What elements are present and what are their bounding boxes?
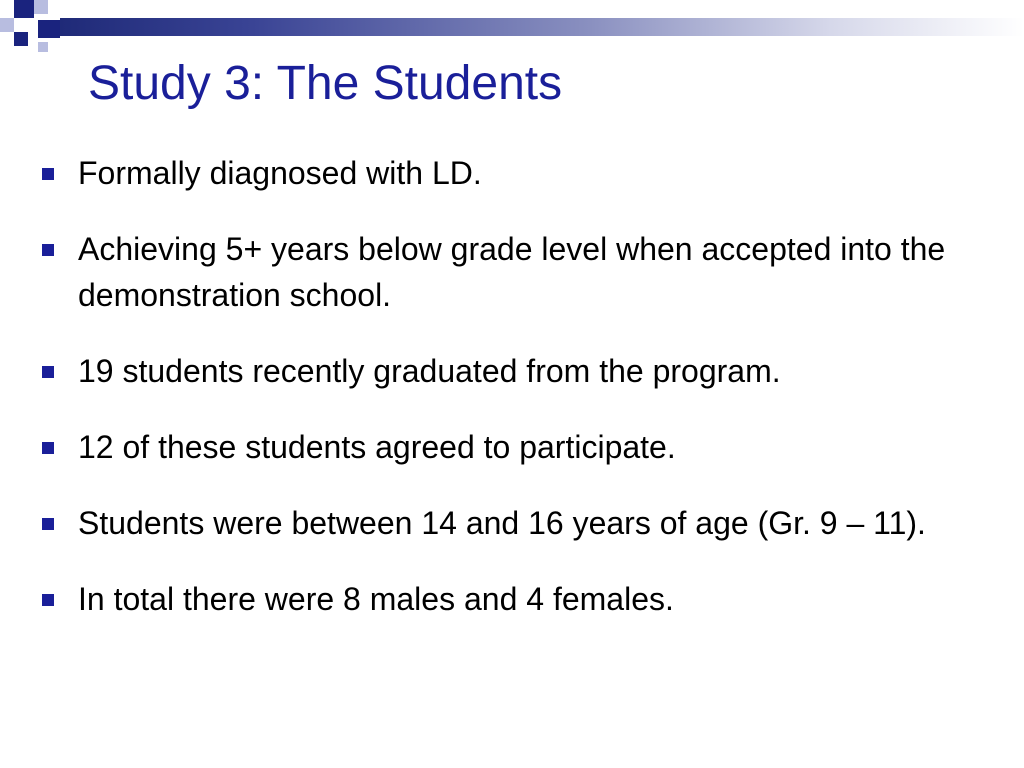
- bullet-item: [40, 576, 980, 622]
- decor-square: [14, 0, 34, 18]
- decor-square: [38, 42, 48, 52]
- square-bullet-icon: [42, 594, 54, 606]
- bullet-item: [40, 226, 980, 318]
- bullet-text: Achieving 5+ years below grade level when accepted into the demonstration school.: [78, 231, 946, 313]
- bullet-text: Students were between 14 and 16 years of age (Gr. 9 – 11).: [78, 505, 926, 541]
- square-bullet-icon: [42, 366, 54, 378]
- decor-square: [34, 0, 48, 14]
- bullet-text: Formally diagnosed with LD.: [78, 155, 482, 191]
- bullet-text: In total there were 8 males and 4 females.: [78, 581, 674, 617]
- square-bullet-icon: [42, 244, 54, 256]
- square-bullet-icon: [42, 168, 54, 180]
- decor-square: [38, 20, 60, 38]
- decor-square: [0, 18, 14, 32]
- bullet-item: [40, 424, 980, 470]
- bullet-item: [40, 500, 980, 546]
- bullet-text: 19 students recently graduated from the program.: [78, 353, 781, 389]
- bullet-list: [40, 150, 980, 652]
- header-banner: [60, 18, 1024, 36]
- bullet-text: 12 of these students agreed to participate.: [78, 429, 676, 465]
- slide-title: Study 3: The Students: [88, 57, 563, 110]
- bullet-item: [40, 150, 980, 196]
- bullet-item: [40, 348, 980, 394]
- square-bullet-icon: [42, 442, 54, 454]
- square-bullet-icon: [42, 518, 54, 530]
- decor-square: [14, 32, 28, 46]
